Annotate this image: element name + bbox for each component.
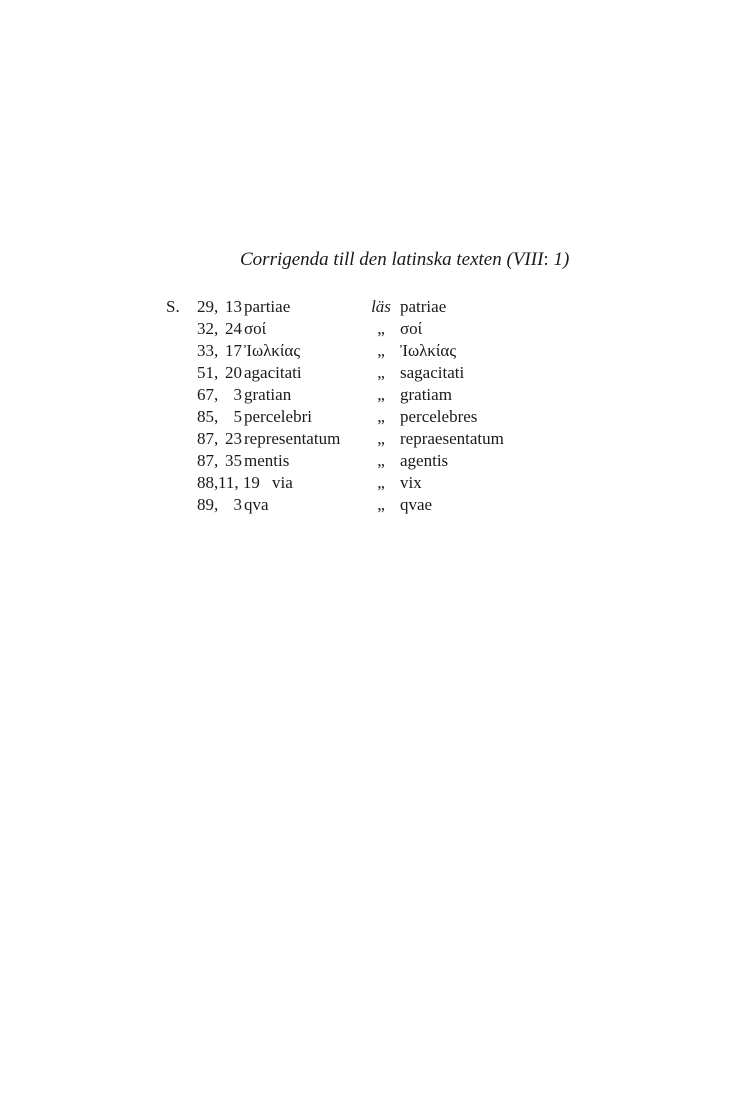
row-line: 17 — [225, 341, 242, 360]
row-correct-text: vix — [400, 473, 422, 492]
row-mark: „ — [377, 495, 385, 514]
row-prefix: S. — [166, 297, 180, 316]
row-page: 33 — [197, 341, 214, 360]
row-correct-text: percelebres — [400, 407, 478, 426]
corrigenda-row — [160, 384, 580, 406]
row-correct-text: σοί — [400, 319, 423, 338]
row-wrong-text: Ἰωλκίας — [244, 341, 301, 360]
row-comma: , — [214, 297, 219, 316]
corrigenda-row — [160, 472, 580, 494]
heading-close: ) — [562, 249, 570, 270]
row-comma: , — [214, 407, 219, 426]
heading-prefix: Corrigenda till den latinska texten ( — [240, 249, 513, 270]
row-page: 89 — [197, 495, 214, 514]
row-mark: „ — [377, 363, 385, 382]
row-mark: „ — [377, 407, 385, 426]
row-line: 24 — [225, 319, 242, 338]
row-comma: , — [214, 451, 219, 470]
row-comma: , — [214, 319, 219, 338]
row-wrong-text: qva — [244, 495, 269, 514]
corrigenda-row — [160, 362, 580, 384]
row-correct-text: qvae — [400, 495, 433, 514]
row-line: 13 — [225, 297, 242, 316]
row-mark: „ — [377, 319, 385, 338]
row-page: 51 — [197, 363, 214, 382]
row-page: 87 — [197, 429, 214, 448]
row-wrong-text: σοί — [244, 319, 267, 338]
row-correct-text: gratiam — [400, 385, 452, 404]
row-wrong-text: partiae — [244, 297, 291, 316]
row-correct-text: agentis — [400, 451, 449, 470]
row-wrong-text: agacitati — [244, 363, 302, 382]
row-comma: , — [214, 429, 219, 448]
heading-num: 1 — [553, 249, 563, 270]
row-line: 23 — [225, 429, 242, 448]
corrigenda-row — [160, 428, 580, 450]
row-comma: , — [214, 385, 219, 404]
row-wrong-text: mentis — [244, 451, 290, 470]
row-comma: , — [214, 363, 219, 382]
corrigenda-table — [160, 296, 580, 516]
row-correct-text: Ἰωλκίας — [400, 341, 457, 360]
corrigenda-row — [160, 296, 580, 318]
row-page: 67 — [197, 385, 214, 404]
corrigenda-row — [160, 340, 580, 362]
corrigenda-row — [160, 494, 580, 516]
row-correct-text: patriae — [400, 297, 447, 316]
heading-ref: VIII — [512, 249, 544, 270]
heading-colon: : — [543, 249, 554, 270]
row-page: 32 — [197, 319, 214, 338]
row-comma: , — [214, 495, 219, 514]
row-correct-text: repraesentatum — [400, 429, 504, 448]
row-mark: „ — [377, 451, 385, 470]
row-page: 85 — [197, 407, 214, 426]
row-line: 3 — [233, 385, 242, 404]
row-line: 20 — [225, 363, 242, 382]
corrigenda-heading — [240, 249, 569, 271]
row-line: 5 — [233, 407, 242, 426]
row-correct-text: sagacitati — [400, 363, 465, 382]
corrigenda-row — [160, 406, 580, 428]
row-wrong-text: percelebri — [244, 407, 312, 426]
row-page: 87 — [197, 451, 214, 470]
row-wrong-text: gratian — [244, 385, 292, 404]
row-mark: „ — [377, 341, 385, 360]
row-mark: läs — [371, 297, 391, 316]
row-comma: , — [214, 341, 219, 360]
row-line: 11, 19 — [218, 473, 260, 492]
row-page: 29 — [197, 297, 214, 316]
row-mark: „ — [377, 473, 385, 492]
row-line: 35 — [225, 451, 242, 470]
row-page: 88 — [197, 473, 214, 492]
corrigenda-row — [160, 318, 580, 340]
row-wrong-text: representatum — [244, 429, 341, 448]
row-line: 3 — [233, 495, 242, 514]
corrigenda-row — [160, 450, 580, 472]
row-wrong-text: via — [272, 473, 293, 492]
row-comma: , — [214, 473, 219, 492]
row-mark: „ — [377, 429, 385, 448]
row-mark: „ — [377, 385, 385, 404]
